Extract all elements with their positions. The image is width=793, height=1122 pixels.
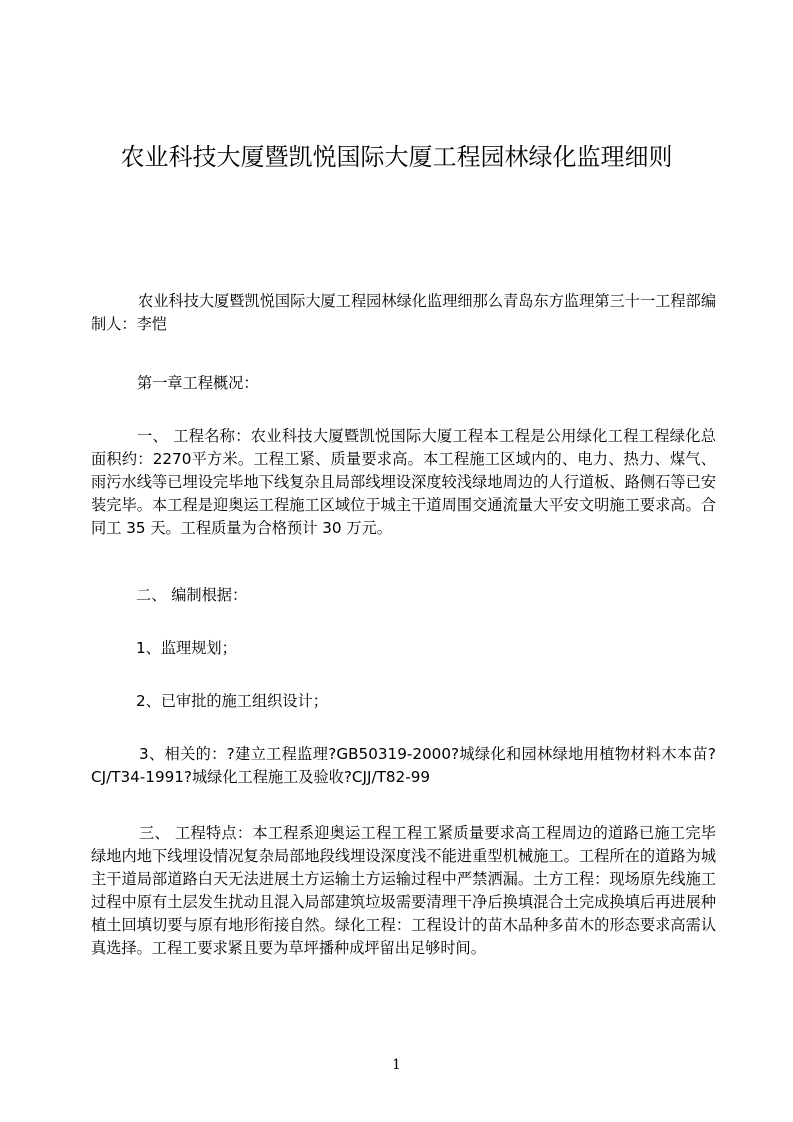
- basis-item-3: 3、相关的：?建立工程监理?GB50319-2000?城绿化和园林绿地用植物材料木本苗?CJ/T34-1991?城绿化工程施工及验收?CJJ/T82-99: [91, 745, 716, 786]
- basis-item-2: 2、已审批的施工组织设计；: [136, 692, 328, 710]
- intro-paragraph: 农业科技大厦暨凯悦国际大厦工程园林绿化监理细那么青岛东方监理第三十一工程部编制人：李恺: [91, 292, 716, 333]
- section-project-name: 一、 工程名称：农业科技大厦暨凯悦国际大厦工程本工程是公用绿化工程工程绿化总面积约：2270平方米。工程工紧、质量要求高。本工程施工区域内的、电力、热力、煤气、雨污水线等已埋设完毕地下线复杂且局部线埋设深度较浅绿地周边的人行道板、路侧石等已安装完毕。本工程是迎奥运工程施工区域位于城主干道周围交通流量大平安文明施工要求高。合同工 35 天。工程质量为合格预计 30 万元。: [91, 427, 716, 537]
- section-project-features: 三、 工程特点：本工程系迎奥运工程工程工紧质量要求高工程周边的道路已施工完毕绿地内地下线埋设情况复杂局部地段线埋设深度浅不能进重型机械施工。工程所在的道路为城主干道局部道路白天无法进展土方运输土方运输过程中严禁洒漏。土方工程：现场原先线施工过程中原有土层发生扰动且混入局部建筑垃圾需要清理干净后换填混合土完成换填后再进展种植土回填切要与原有地形衔接自然。绿化工程：工程设计的苗木品种多苗木的形态要求高需认真选择。工程工要求紧且要为草坪播种成坪留出足够时间。: [91, 824, 716, 957]
- chapter-heading: 第一章工程概况：: [137, 374, 259, 392]
- document-title: 农业科技大厦暨凯悦国际大厦工程园林绿化监理细则: [120, 143, 673, 171]
- section-basis-heading: 二、 编制根据：: [136, 586, 248, 604]
- basis-item-1: 1、监理规划；: [136, 639, 237, 657]
- page-number: 1: [392, 1057, 401, 1073]
